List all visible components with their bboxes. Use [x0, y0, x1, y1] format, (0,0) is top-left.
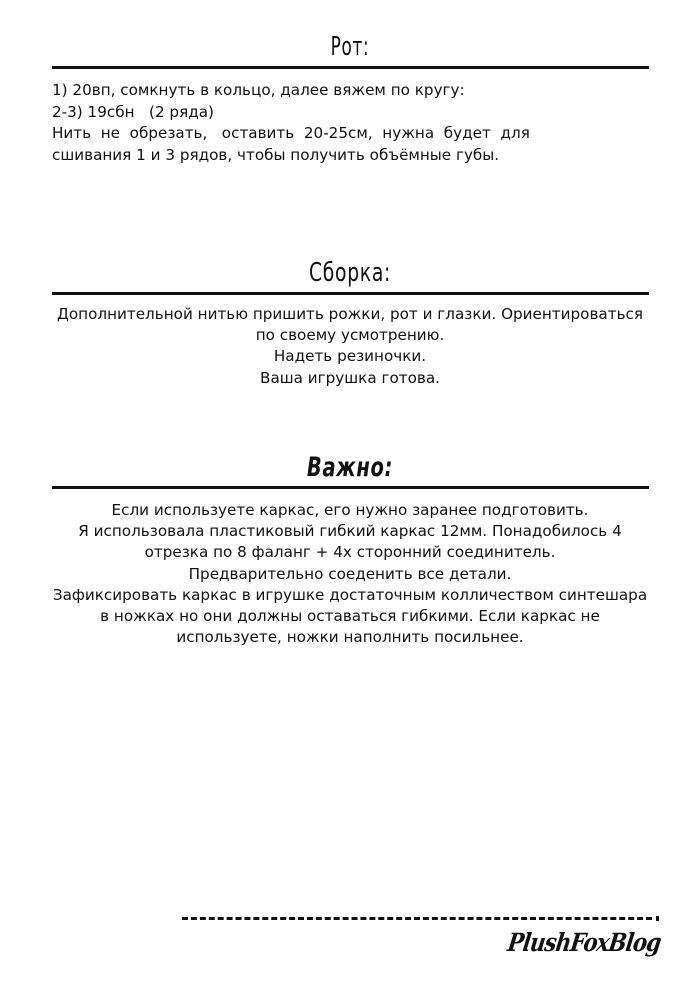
heading-underline [52, 66, 649, 69]
instruction-line: Предварительно соеденить все детали. [188, 564, 512, 583]
instruction-line: Дополнительной нитью пришить рожки, рот и глазки. Ориентироваться [56, 305, 644, 323]
instruction-line: 1) 20вп, сомкнуть в кольцо, далее вяжем по кругу: [52, 81, 465, 99]
blog-signature-logo: PlushFoxBlog [505, 928, 663, 957]
instruction-line: Я использовала пластиковый гибкий каркас 12мм. Понадобилось 4 [78, 522, 622, 541]
instruction-line: Зафиксировать каркас в игрушке достаточным колличеством синтешара [52, 585, 648, 604]
instruction-line: 2-3) 19сбн (2 ряда) [52, 102, 214, 121]
instruction-line: Нить не обрезать, оставить 20-25см, нужна будет для [52, 124, 530, 142]
heading-underline [52, 486, 649, 489]
footer-dashed-divider [182, 917, 652, 920]
instruction-line: по своему усмотрению. [255, 326, 445, 345]
section-body-rot [52, 80, 612, 166]
footer-divider-end-mark [656, 916, 659, 921]
instruction-line: используете, ножки наполнить посильнее. [176, 628, 524, 647]
instruction-line: сшивания 1 и 3 рядов, чтобы получить объёмные губы. [52, 145, 500, 164]
instruction-line: в ножках но они должны оставаться гибкими. Если каркас не [100, 607, 600, 626]
section-body-vazhno [40, 500, 660, 648]
instruction-line: отрезка по 8 фаланг + 4х сторонний соединитель. [144, 543, 556, 562]
instruction-line: Ваша игрушка готова. [260, 368, 440, 387]
instruction-line: Если используете каркас, его нужно заранее подготовить. [111, 501, 589, 519]
instruction-line: Надеть резиночки. [273, 347, 427, 366]
section-heading-vazhno: Важно: [306, 452, 394, 483]
section-body-sborka [40, 304, 660, 389]
heading-underline [52, 292, 649, 295]
section-heading-rot: Рот: [330, 32, 370, 62]
section-heading-sborka: Сборка: [308, 258, 392, 288]
